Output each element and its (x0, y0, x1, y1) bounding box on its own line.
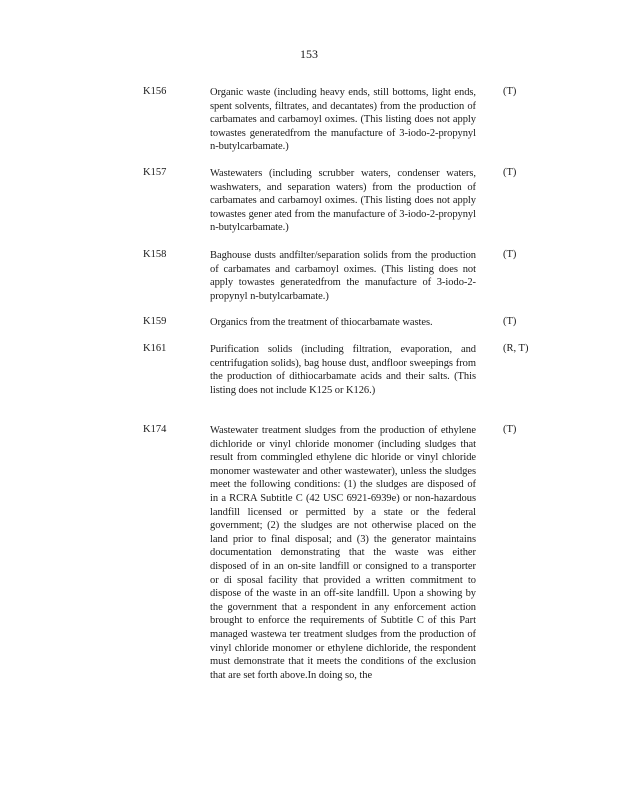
hazard-code: (T) (503, 86, 517, 97)
hazard-code: (T) (503, 249, 517, 260)
waste-description: Purification solids (including filtration, evaporation, and centrifugation solids), bag house dust, andfloor sweepings from the production of dithiocarbamate acids and their salts. (This listing does not include K125 or K126.) (210, 344, 476, 396)
waste-code: K157 (143, 167, 167, 178)
waste-code: K158 (143, 249, 167, 260)
waste-code: K156 (143, 86, 167, 97)
waste-code: K161 (143, 343, 167, 354)
waste-description: Organics from the treatment of thiocarbamate wastes. (210, 317, 433, 328)
waste-code: K159 (143, 316, 167, 327)
waste-description: Baghouse dusts andfilter/separation solids from the production of carbamates and carbamoyl oximes. (This listing does not apply towastes generatedfrom the manufacture of 3-iodo-2-propynyl n-butylcarbamate.) (210, 250, 476, 302)
hazard-code: (T) (503, 167, 517, 178)
hazard-code: (T) (503, 424, 517, 435)
waste-code: K174 (143, 424, 167, 435)
hazard-code: (T) (503, 316, 517, 327)
page-number: 153 (300, 47, 318, 61)
waste-description: Organic waste (including heavy ends, still bottoms, light ends, spent solvents, filtrates, and decantates) from the production of carbamates and carbamoyl oximes. (This listing does not apply towastes generatedfrom the manufacture of 3-iodo-2-propynyl n-butylcarbamate.) (210, 87, 476, 153)
hazard-code: (R, T) (503, 343, 529, 354)
waste-description: Wastewater treatment sludges from the production of ethylene dichloride or vinyl chloride monomer (including sludges that result from commingled ethylene dic hloride or vinyl chloride monomer wastewater and other wastewater), unless the sludges meet the following conditions: (1) the sludges are disposed of in a RCRA Subtitle C (42 USC 6921-6939e) or non-hazardous landfill licensed or permitted by a state or the federal government; (2) the sludges are not otherwise placed on the land prior to final disposal; and (3) the generator maintains documentation demonstrating that the waste was either disposed of in an on-site landfill or consigned to a transporter or di sposal facility that provided a written commitment to dispose of the waste in an off-site landfill. Upon a showing by the government that a respondent in any enforcement action brought to enforce the requirements of Subtitle C of this Part managed wastewa ter treatment sludges from the production of vinyl chloride monomer or ethylene dichloride, the respondent must demonstrate that it meets the conditions of the exclusion that are set forth above.In doing so, the (210, 425, 476, 681)
waste-description: Wastewaters (including scrubber waters, condenser waters, washwaters, and separation waters) from the production of carbamates and carbamoyl oximes. (This listing does not apply towastes gener ated from the manufacture of 3-iodo-2-propynyl n-butylcarbamate.) (210, 168, 476, 234)
